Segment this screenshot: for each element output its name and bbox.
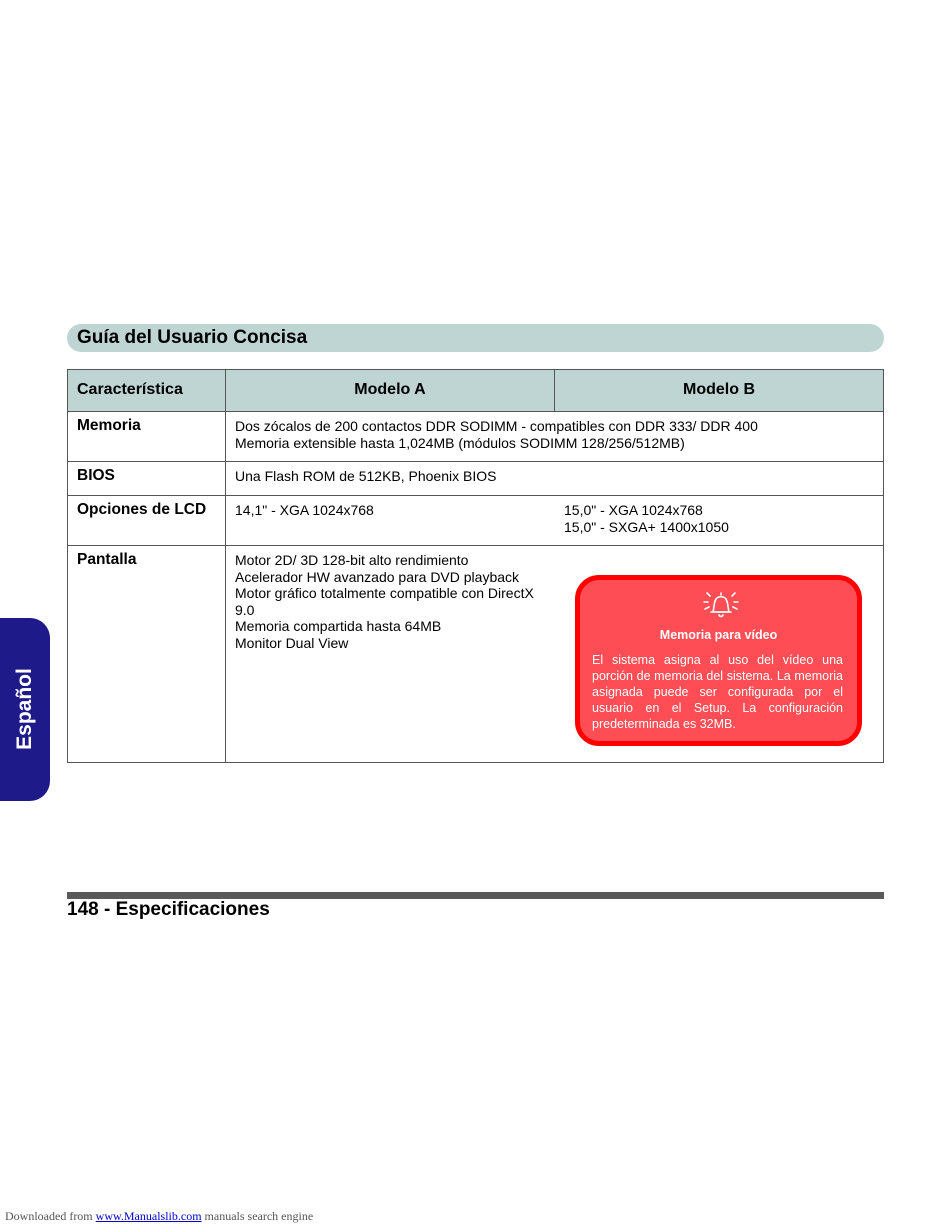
table-header-row xyxy=(68,370,884,412)
value-line: 14,1" - XGA 1024x768 xyxy=(235,502,374,518)
value-line: Motor 2D/ 3D 128-bit alto rendimiento xyxy=(235,552,469,568)
column-header-model-b: Modelo B xyxy=(555,370,884,412)
manualslib-link[interactable]: www.Manualslib.com xyxy=(95,1209,202,1223)
value-line: Acelerador HW avanzado para DVD playback xyxy=(235,568,520,585)
footer-rule xyxy=(67,892,884,899)
pantalla-lines xyxy=(235,552,535,651)
value-line: Monitor Dual View xyxy=(235,634,349,651)
note-box xyxy=(575,575,862,746)
value-line: Memoria extensible hasta 1,024MB (módulos SODIMM 128/256/512MB) xyxy=(235,434,685,451)
feature-value xyxy=(226,496,884,546)
download-note xyxy=(5,1209,313,1224)
column-header-feature: Característica xyxy=(68,370,226,412)
value-line: 15,0" - XGA 1024x768 xyxy=(564,502,703,518)
feature-value xyxy=(226,412,884,462)
value-line: 15,0" - SXGA+ 1400x1050 xyxy=(564,518,729,535)
table-row-bios xyxy=(68,462,884,496)
value-line: Memoria compartida hasta 64MB xyxy=(235,618,442,634)
note-title: Memoria para vídeo xyxy=(659,628,778,642)
value-line: Una Flash ROM de 512KB, Phoenix BIOS xyxy=(235,468,497,484)
lcd-model-b xyxy=(564,502,729,535)
lcd-model-a xyxy=(235,502,374,519)
value-line: Dos zócalos de 200 contactos DDR SODIMM - compatibles con DDR 333/ DDR 400 xyxy=(235,418,758,434)
feature-label: Memoria xyxy=(68,412,226,462)
language-tab xyxy=(0,618,50,801)
bell-icon xyxy=(700,590,742,620)
feature-label: BIOS xyxy=(68,462,226,496)
page-footer: 148 - Especificaciones xyxy=(67,899,270,920)
feature-label: Opciones de LCD xyxy=(68,496,226,546)
note-body: El sistema asigna al uso del vídeo una porción de memoria del sistema. La memoria asignada puede ser configurada por el usuario en el Setup. La configuración predeterminada es 32MB. xyxy=(592,653,843,731)
language-tab-label: Español xyxy=(13,668,36,750)
value-line: Motor gráfico totalmente compatible con DirectX 9.0 xyxy=(235,585,534,618)
table-row-lcd xyxy=(68,496,884,546)
table-row-memoria xyxy=(68,412,884,462)
download-suffix: manuals search engine xyxy=(204,1209,314,1223)
header-bar xyxy=(67,324,884,352)
download-prefix: Downloaded from xyxy=(5,1209,93,1223)
column-header-model-a: Modelo A xyxy=(226,370,555,412)
feature-label: Pantalla xyxy=(68,546,226,763)
page-title: Guía del Usuario Concisa xyxy=(77,327,308,348)
feature-value xyxy=(226,462,884,496)
